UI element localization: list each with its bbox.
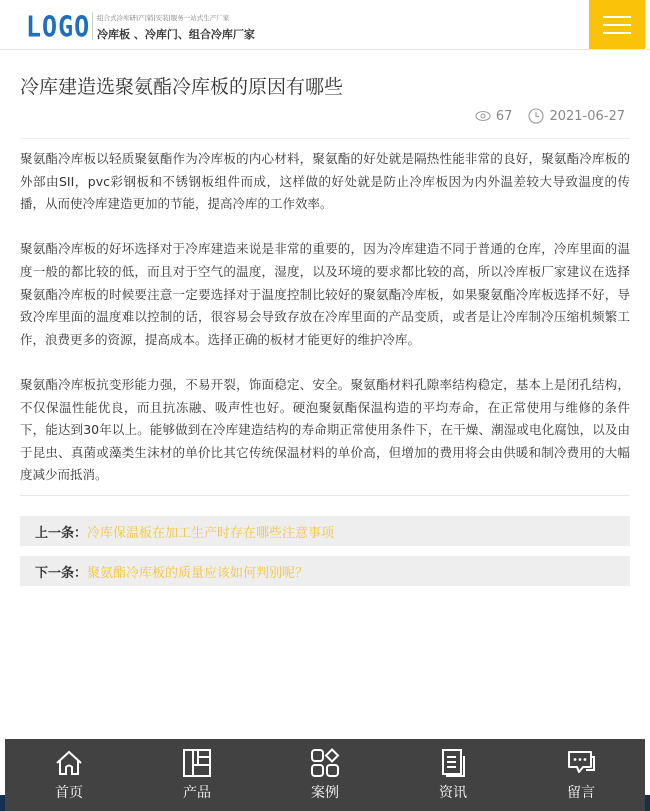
prev-article-link[interactable]: 冷库保温板在加工生产时存在哪些注意事项 [87,525,335,541]
slogan-small: 组合式冷库研|产|销|安装|服务一站式生产厂家 [97,14,230,22]
article-divider [20,495,630,496]
footer-item-cases[interactable] [261,739,389,811]
message-icon [566,748,596,778]
clock-icon [528,108,544,124]
footer-label: 留言 [567,785,595,801]
hamburger-menu-icon [603,16,631,18]
site-header [0,0,650,50]
news-icon [438,748,468,778]
article-body [20,148,630,510]
menu-button[interactable] [589,0,645,49]
page-title: 冷库建造选聚氨酯冷库板的原因有哪些 [20,76,344,98]
view-count: 67 [495,108,513,124]
cases-icon [310,748,340,778]
article-paragraph: 聚氨酯冷库板的好坏选择对于冷库建造来说是非常的重要的，因为冷库建造不同于普通的仓库，冷库里面的温度一般的都比较的低，而且对于空气的温度，湿度，以及环境的要求都比较的高，所以冷库板厂家建议在选择聚氨酯冷库板的时候要注意一定要选择对于温度控制比较好的聚氨酯冷库板，如果聚氨酯冷库板选择不好，导致冷库里面的温度难以控制的话，很容易会导致存放在冷库里面的产品变质，或者是让冷库制冷压缩机频繁工作，浪费更多的资源，提高成本。选择正确的板材才能更好的维护冷库。 [20,241,630,347]
slogan-big: 冷库板 、冷库门、组合冷库厂家 [97,28,255,41]
footer-label: 产品 [183,785,211,801]
prev-article-row [20,516,630,546]
article-paragraph: 聚氨酯冷库板以轻质聚氨酯作为冷库板的内心材料，聚氨酯的好处就是隔热性能非常的良好，聚氨酯冷库板的外部由SII，pvc彩钢板和不锈钢板组件而成，这样做的好处就是防止冷库板因为内外温差较大导致温度的传播，从而使冷库建造更加的节能，提高冷库的工作效率。 [20,151,630,212]
logo-text: LOGO [26,9,91,43]
footer-label: 首页 [55,785,83,801]
footer-label: 案例 [311,785,339,801]
next-article-row [20,556,630,586]
article-meta [475,108,625,124]
footer-nav [5,739,645,811]
article-paragraph: 聚氨酯冷库板抗变形能力强，不易开裂，饰面稳定、安全。聚氨酯材料孔隙率结构稳定，基本上是闭孔结构，不仅保温性能优良，而且抗冻融、吸声性也好。硬泡聚氨酯保温构造的平均寿命，在正常使用与维修的条件下，能达到30年以上。能够做到在冷库建造结构的寿命期正常使用条件下，在干燥、潮湿或电化腐蚀，以及由于昆虫、真菌或藻类生沫材的单价比其它传统保温材料的单价高，但增加的费用将会由供暖和制冷费用的大幅度减少而抵消。 [20,376,630,483]
publish-date: 2021-06-27 [549,108,625,124]
footer-item-products[interactable] [133,739,261,811]
footer-label: 资讯 [439,785,467,801]
home-icon [54,748,84,778]
eye-icon [475,108,491,124]
footer-item-news[interactable] [389,739,517,811]
footer-item-message[interactable] [517,739,645,811]
product-grid-icon [182,748,212,778]
footer-item-home[interactable] [5,739,133,811]
hamburger-menu-icon-line [603,24,631,26]
title-divider [20,138,630,139]
prev-label: 上一条： [35,525,88,541]
next-label: 下一条： [35,565,88,581]
next-article-link[interactable]: 聚氨酯冷库板的质量应该如何判别呢？ [87,565,309,581]
logo[interactable] [26,9,91,43]
logo-divider [92,12,93,40]
hamburger-menu-icon-line [603,32,631,34]
